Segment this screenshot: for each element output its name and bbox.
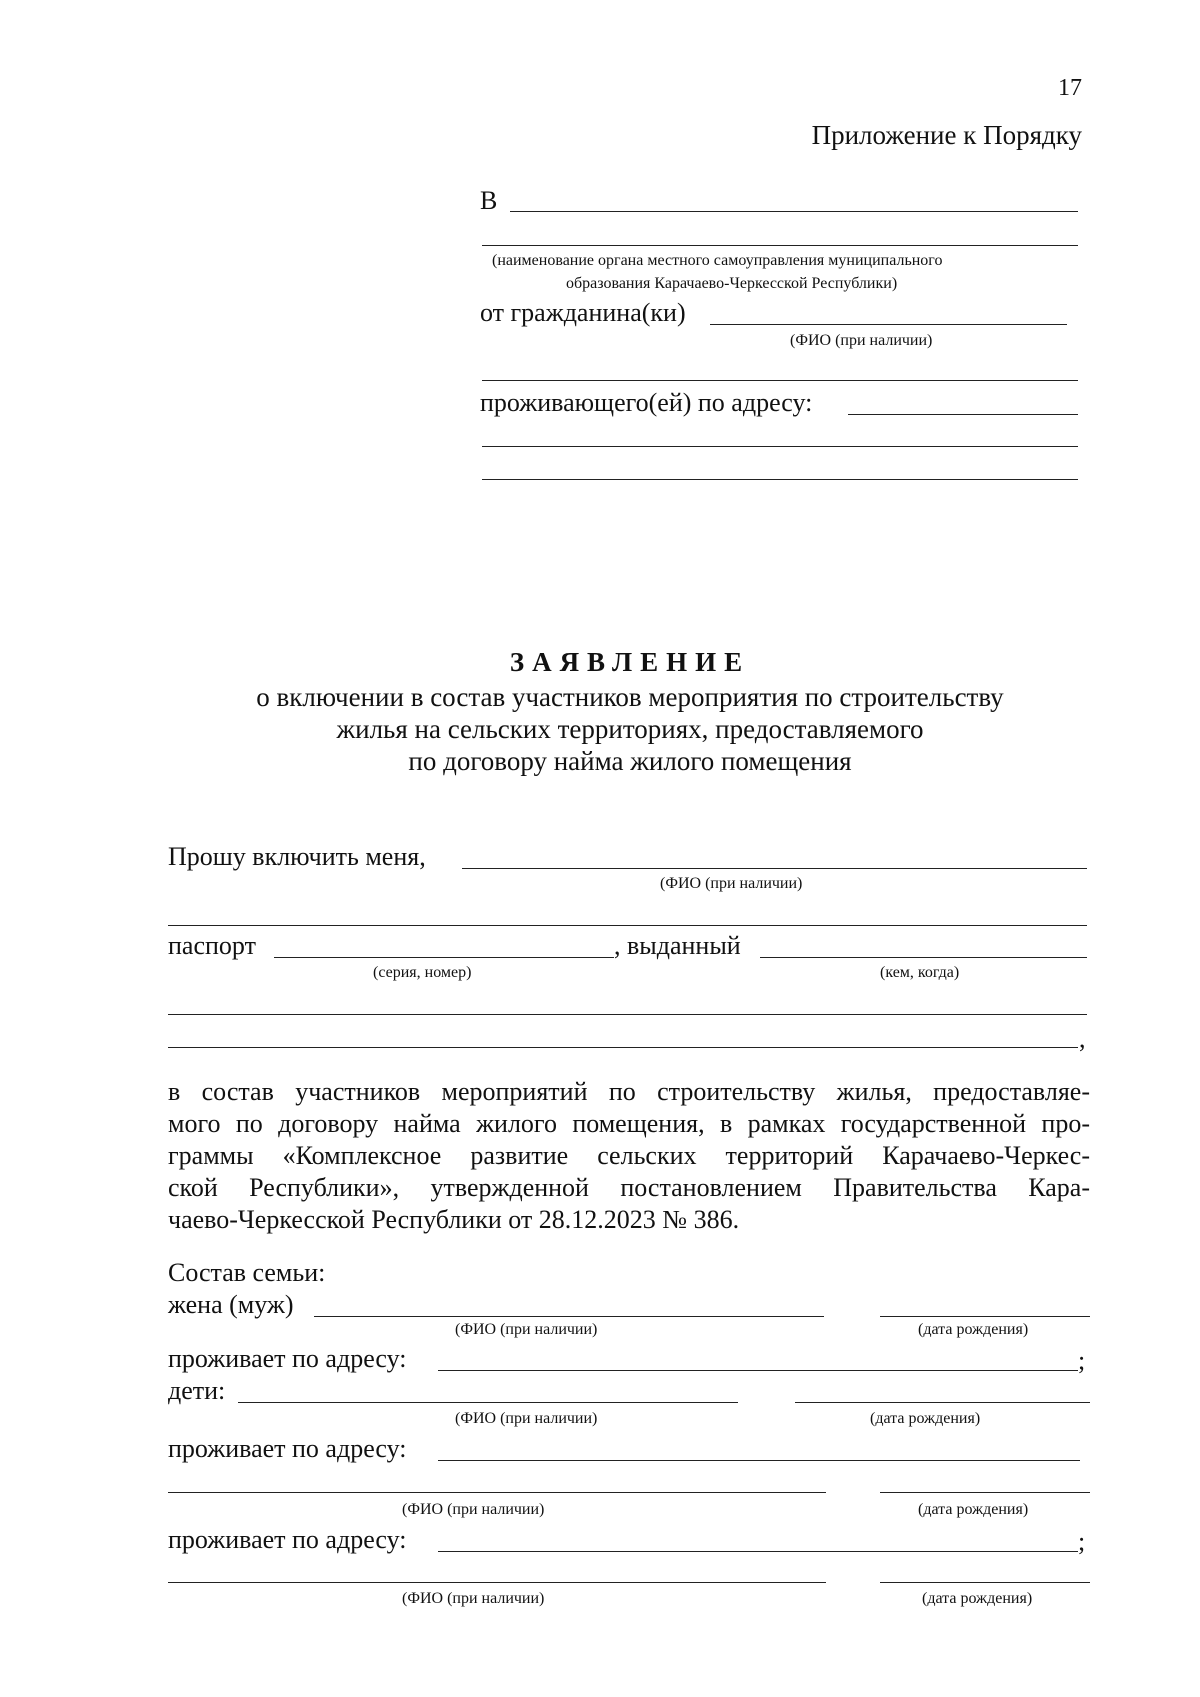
passport-number-field[interactable] [274, 957, 614, 958]
organ-caption-line1: (наименование органа местного самоуправления муниципального [492, 252, 943, 269]
spouse-birthdate-field[interactable] [880, 1316, 1090, 1317]
body-line-4: ской Республики», утвержденной постановлением Правительства Кара- [168, 1173, 1090, 1202]
spouse-lives-at-label: проживает по адресу: [168, 1344, 407, 1373]
spouse-name-field[interactable] [314, 1316, 824, 1317]
passport-issued-line3[interactable] [168, 1047, 1078, 1048]
from-label: от гражданина(ки) [480, 298, 686, 327]
child1-birth-caption: (дата рождения) [870, 1410, 981, 1427]
citizen-extra-line[interactable] [482, 380, 1078, 381]
issued-label: , выданный [614, 931, 741, 960]
child2-semicolon: ; [1078, 1527, 1086, 1556]
organ-caption-line2: образования Карачаево-Черкесской Республики) [566, 275, 898, 292]
statement-subtitle-line1: о включении в состав участников мероприятия по строительству [256, 682, 1004, 712]
body-line-2: мого по договору найма жилого помещения, в рамках государственной про- [168, 1109, 1090, 1138]
spouse-address-field[interactable] [438, 1370, 1078, 1371]
issued-caption: (кем, когда) [880, 964, 960, 981]
child3-fio-caption: (ФИО (при наличии) [402, 1590, 545, 1607]
child2-birth-caption: (дата рождения) [918, 1501, 1029, 1518]
child2-lives-at-label: проживает по адресу: [168, 1525, 407, 1554]
appendix-title: Приложение к Порядку [811, 120, 1082, 150]
citizen-address-line2[interactable] [482, 446, 1078, 447]
child1-address-field[interactable] [438, 1460, 1080, 1461]
child2-birthdate-field[interactable] [880, 1492, 1090, 1493]
child1-birthdate-field[interactable] [795, 1402, 1090, 1403]
citizen-address-field[interactable] [848, 414, 1078, 415]
spouse-fio-caption: (ФИО (при наличии) [455, 1321, 598, 1338]
citizen-fio-caption: (ФИО (при наличии) [790, 332, 933, 349]
child3-birth-caption: (дата рождения) [922, 1590, 1033, 1607]
trailing-comma: , [1079, 1024, 1086, 1053]
body-line-1: в состав участников мероприятий по строительству жилья, предоставляе- [168, 1077, 1090, 1106]
children-label: дети: [168, 1376, 226, 1405]
child2-address-field[interactable] [438, 1551, 1078, 1552]
citizen-address-line3[interactable] [482, 479, 1078, 480]
child1-fio-caption: (ФИО (при наличии) [455, 1410, 598, 1427]
child3-birthdate-field[interactable] [880, 1582, 1090, 1583]
family-heading: Состав семьи: [168, 1258, 326, 1287]
recipient-field-line2[interactable] [482, 245, 1078, 246]
to-prefix: В [480, 186, 498, 215]
body-line-3: граммы «Комплексное развитие сельских территорий Карачаево-Черкес- [168, 1141, 1090, 1170]
child3-name-field[interactable] [168, 1582, 826, 1583]
address-label: проживающего(ей) по адресу: [480, 388, 813, 417]
applicant-fio-caption: (ФИО (при наличии) [660, 875, 803, 892]
page-number: 17 [1058, 75, 1082, 101]
recipient-field[interactable] [510, 211, 1078, 212]
body-line-5: чаево-Черкесской Республики от 28.12.2023 № 386. [168, 1205, 740, 1234]
applicant-name-line2[interactable] [168, 925, 1087, 926]
child1-lives-at-label: проживает по адресу: [168, 1434, 407, 1463]
child2-name-field[interactable] [168, 1492, 826, 1493]
statement-subtitle-line3: по договору найма жилого помещения [408, 746, 852, 776]
passport-issued-field[interactable] [760, 957, 1087, 958]
request-label: Прошу включить меня, [168, 842, 426, 871]
spouse-label: жена (муж) [168, 1290, 294, 1319]
child2-fio-caption: (ФИО (при наличии) [402, 1501, 545, 1518]
statement-heading: ЗАЯВЛЕНИЕ [509, 647, 751, 677]
citizen-name-field[interactable] [710, 324, 1067, 325]
applicant-name-field[interactable] [462, 868, 1087, 869]
spouse-birth-caption: (дата рождения) [918, 1321, 1029, 1338]
passport-label: паспорт [168, 931, 256, 960]
passport-issued-line2[interactable] [168, 1014, 1087, 1015]
statement-subtitle-line2: жилья на сельских территориях, предоставляемого [336, 714, 924, 744]
child1-name-field[interactable] [238, 1402, 738, 1403]
spouse-semicolon: ; [1078, 1346, 1086, 1375]
series-caption: (серия, номер) [373, 964, 472, 981]
